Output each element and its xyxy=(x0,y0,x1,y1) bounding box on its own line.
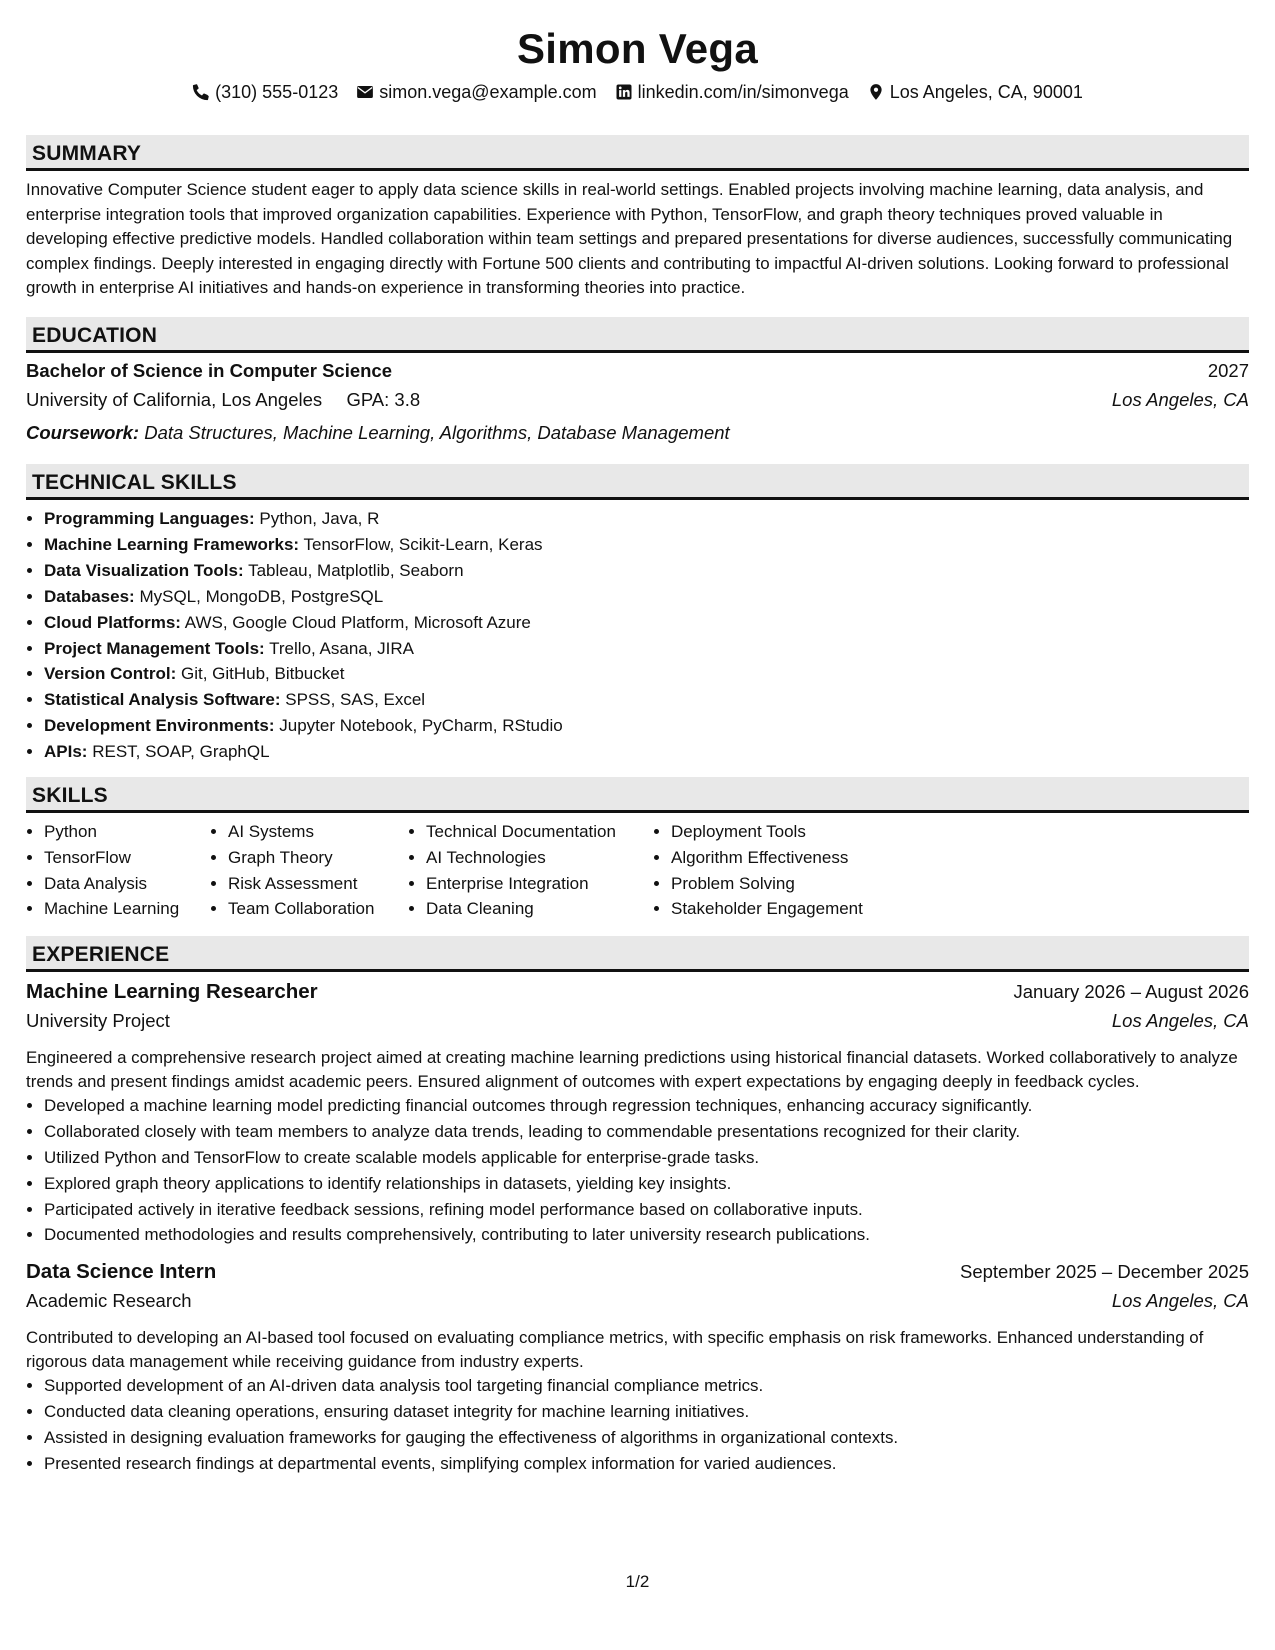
skills-column xyxy=(653,819,911,922)
job-bullets xyxy=(26,1093,1249,1248)
list-item: • Enterprise Integration xyxy=(426,871,653,897)
envelope-icon xyxy=(356,83,374,101)
job-organization: University Project xyxy=(26,1010,170,1032)
list-item xyxy=(44,532,1249,558)
list-item: • Problem Solving xyxy=(671,871,911,897)
job-dates: September 2025 – December 2025 xyxy=(960,1261,1249,1283)
list-item: • Conducted data cleaning operations, ensuring dataset integrity for machine learning initiatives. xyxy=(44,1399,1249,1425)
education-entry xyxy=(26,360,1249,448)
job-organization: Academic Research xyxy=(26,1290,192,1312)
experience-entry xyxy=(26,980,1249,1248)
job-dates: January 2026 – August 2026 xyxy=(1013,981,1249,1003)
list-item: • Deployment Tools xyxy=(671,819,911,845)
summary-text: Innovative Computer Science student eager to apply data science skills in real-world settings. Enabled projects involving machine learning, data analysis, and enterprise integration tools that improved organization capabilities. Experience with Python, TensorFlow, and graph theory techniques proved valuable in developing effective predictive models. Handled collaboration within team settings and prepared presentations for diverse audiences, successfully communicating complex findings. Deeply interested in engaging directly with Fortune 500 clients and contributing to impactful AI-driven solutions. Looking forward to professional growth in enterprise AI initiatives and hands-on experience in transforming theories into practice. xyxy=(26,180,1233,298)
coursework-list: Data Structures, Machine Learning, Algorithms, Database Management xyxy=(144,421,730,443)
job-title: Data Science Intern xyxy=(26,1260,217,1284)
list-item xyxy=(44,558,1249,584)
list-item xyxy=(44,739,1249,765)
list-item: • Machine Learning xyxy=(44,896,210,922)
skills-column xyxy=(408,819,653,922)
skill-category: Databases: xyxy=(44,586,135,606)
section-header-experience: EXPERIENCE xyxy=(26,936,1249,972)
location-text: Los Angeles, CA, 90001 xyxy=(889,82,1083,102)
job-title: Machine Learning Researcher xyxy=(26,980,318,1004)
technical-skills-list xyxy=(26,506,1249,765)
skill-category: Data Visualization Tools: xyxy=(44,560,244,580)
list-item: • TensorFlow xyxy=(44,845,210,871)
skills-column xyxy=(210,819,408,922)
phone-text: (310) 555-0123 xyxy=(215,82,339,102)
list-item: • Algorithm Effectiveness xyxy=(671,845,911,871)
list-item: • Technical Documentation xyxy=(426,819,653,845)
contact-linkedin[interactable] xyxy=(615,79,849,105)
list-item: • AI Systems xyxy=(228,819,408,845)
list-item xyxy=(44,661,1249,687)
skill-category: APIs: xyxy=(44,742,88,762)
skill-category: Cloud Platforms: xyxy=(44,612,181,632)
school-location: Los Angeles, CA xyxy=(1111,388,1249,410)
coursework-label: Coursework: xyxy=(26,421,140,443)
job-description: Engineered a comprehensive research project aimed at creating machine learning predictions using historical financial datasets. Worked collaboratively to analyze trends and present findings amidst academic peers. Ensured alignment of outcomes with expert expectations by engaging deeply in feedback cycles. xyxy=(26,1048,1238,1091)
job-bullets xyxy=(26,1373,1249,1476)
skill-values: TensorFlow, Scikit-Learn, Keras xyxy=(303,534,543,554)
skill-values: REST, SOAP, GraphQL xyxy=(92,742,270,762)
skill-values: AWS, Google Cloud Platform, Microsoft Azure xyxy=(184,612,531,632)
linkedin-icon xyxy=(615,83,633,101)
list-item xyxy=(44,584,1249,610)
skill-values: Jupyter Notebook, PyCharm, RStudio xyxy=(279,716,563,736)
list-item: • Collaborated closely with team members to analyze data trends, leading to commendable presentations recognized for their clarity. xyxy=(44,1119,1249,1145)
list-item: • AI Technologies xyxy=(426,845,653,871)
graduation-year: 2027 xyxy=(1207,359,1249,381)
page-number: 1/2 xyxy=(625,1572,650,1591)
section-header-summary: SUMMARY xyxy=(26,135,1249,171)
list-item: • Presented research findings at departmental events, simplifying complex information for varied audiences. xyxy=(44,1451,1249,1477)
email-text: simon.vega@example.com xyxy=(379,82,597,102)
list-item: • Graph Theory xyxy=(228,845,408,871)
list-item: • Data Cleaning xyxy=(426,896,653,922)
skills-column xyxy=(26,819,210,922)
experience-entry xyxy=(26,1260,1249,1476)
skill-values: Python, Java, R xyxy=(259,508,380,528)
skill-category: Project Management Tools: xyxy=(44,638,265,658)
list-item: • Developed a machine learning model predicting financial outcomes through regression techniques, enhancing accuracy significantly. xyxy=(44,1093,1249,1119)
list-item: • Stakeholder Engagement xyxy=(671,896,911,922)
map-pin-icon xyxy=(867,83,885,101)
section-header-education: EDUCATION xyxy=(26,317,1249,353)
skill-values: Git, GitHub, Bitbucket xyxy=(180,664,345,684)
list-item xyxy=(44,610,1249,636)
skill-values: Tableau, Matplotlib, Seaborn xyxy=(248,560,464,580)
skill-category: Development Environments: xyxy=(44,716,275,736)
gpa: GPA: 3.8 xyxy=(346,388,421,410)
skill-values: SPSS, SAS, Excel xyxy=(285,690,426,710)
skill-category: Version Control: xyxy=(44,664,177,684)
list-item: • Supported development of an AI-driven data analysis tool targeting financial compliance metrics. xyxy=(44,1373,1249,1399)
resume-page xyxy=(26,0,1249,1477)
degree: Bachelor of Science in Computer Science xyxy=(26,359,392,381)
list-item: • Participated actively in iterative feedback sessions, refining model performance based on collaborative inputs. xyxy=(44,1197,1249,1223)
list-item xyxy=(44,687,1249,713)
list-item xyxy=(44,506,1249,532)
phone-icon xyxy=(192,83,210,101)
candidate-name: Simon Vega xyxy=(516,25,759,72)
job-description: Contributed to developing an AI-based tool focused on evaluating compliance metrics, with specific emphasis on risk frameworks. Enhanced understanding of rigorous data management while receiving guidance from industry experts. xyxy=(26,1328,1204,1371)
list-item: • Documented methodologies and results comprehensively, contributing to later university research publications. xyxy=(44,1222,1249,1248)
list-item: • Risk Assessment xyxy=(228,871,408,897)
section-header-technical-skills: TECHNICAL SKILLS xyxy=(26,464,1249,500)
contact-bar xyxy=(26,79,1249,105)
coursework xyxy=(26,418,1249,448)
skill-values: Trello, Asana, JIRA xyxy=(269,638,415,658)
skill-category: Machine Learning Frameworks: xyxy=(44,534,300,554)
contact-email[interactable] xyxy=(356,79,596,105)
list-item xyxy=(44,713,1249,739)
school-name: University of California, Los Angeles xyxy=(26,388,323,410)
list-item: • Explored graph theory applications to identify relationships in datasets, yielding key insights. xyxy=(44,1171,1249,1197)
skill-values: MySQL, MongoDB, PostgreSQL xyxy=(139,586,384,606)
job-location: Los Angeles, CA xyxy=(1111,1290,1249,1312)
list-item: • Python xyxy=(44,819,210,845)
list-item xyxy=(44,636,1249,662)
skill-category: Programming Languages: xyxy=(44,508,255,528)
list-item: • Data Analysis xyxy=(44,871,210,897)
section-header-skills: SKILLS xyxy=(26,777,1249,813)
list-item: • Assisted in designing evaluation frameworks for gauging the effectiveness of algorithms in organizational contexts. xyxy=(44,1425,1249,1451)
linkedin-text: linkedin.com/in/simonvega xyxy=(637,82,849,102)
skills-grid xyxy=(26,819,1249,922)
list-item: • Utilized Python and TensorFlow to create scalable models applicable for enterprise-grade tasks. xyxy=(44,1145,1249,1171)
job-location: Los Angeles, CA xyxy=(1111,1010,1249,1032)
contact-location xyxy=(867,79,1083,105)
skill-category: Statistical Analysis Software: xyxy=(44,690,281,710)
list-item: • Team Collaboration xyxy=(228,896,408,922)
contact-phone[interactable] xyxy=(192,79,338,105)
